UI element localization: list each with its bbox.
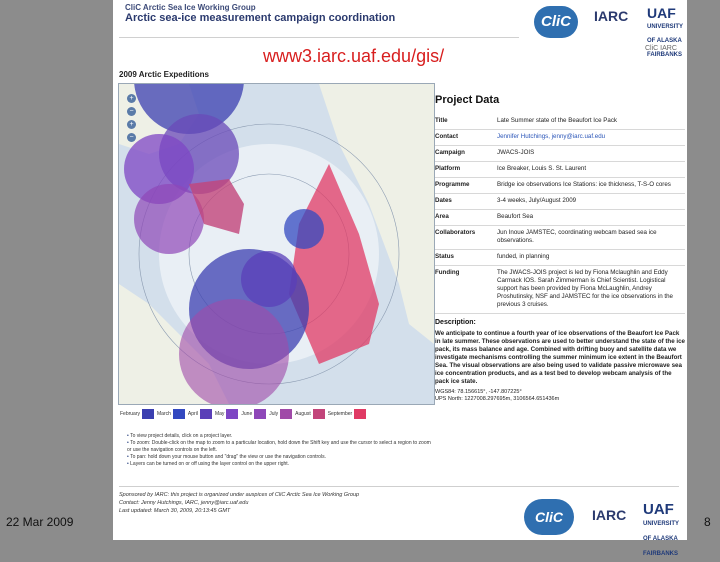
legend-item (188, 407, 212, 421)
legend-item (215, 407, 238, 421)
header-divider (119, 37, 519, 38)
zoom-in-button[interactable]: + (127, 120, 136, 129)
expedition-layer[interactable] (241, 251, 297, 307)
footer-contact[interactable]: Contact: Jenny Hutchings, IARC, jenny@iarc.uaf.edu (119, 500, 249, 506)
project-row (435, 226, 685, 250)
legend-item (269, 407, 292, 421)
site-url[interactable]: www3.iarc.uaf.edu/gis/ (263, 46, 445, 66)
footer-divider (119, 486, 679, 487)
description-heading: Description: (435, 319, 476, 326)
project-row (435, 114, 685, 130)
row-value: Beaufort Sea (497, 213, 534, 220)
clic-logo[interactable]: CliC (534, 6, 578, 38)
legend-item (295, 407, 325, 421)
web-page (113, 0, 687, 557)
legend-label: April (187, 411, 198, 417)
legend-swatch (173, 409, 185, 419)
legend-label: September (327, 411, 353, 417)
row-value: JWACS-JOIS (497, 149, 535, 156)
legend-swatch (313, 409, 325, 419)
uaf-logo[interactable] (647, 6, 687, 62)
uaf-logo-text: UAF (643, 501, 674, 518)
map-canvas[interactable] (119, 84, 434, 404)
zoom-out-button[interactable]: − (127, 133, 136, 142)
arctic-map[interactable] (118, 83, 435, 405)
row-value: Late Summer state of the Beaufort Ice Pack (497, 117, 618, 124)
row-key: Platform (435, 165, 461, 172)
uaf-logo-text: UAF (647, 5, 676, 21)
legend-swatch (280, 409, 292, 419)
uaf-logo-subtitle: UNIVERSITY OF ALASKA FAIRBANKS (647, 24, 683, 58)
expedition-layer[interactable] (284, 209, 324, 249)
legend-swatch (226, 409, 238, 419)
project-data-panel (435, 94, 685, 403)
small-logos: CliC IARC (645, 45, 677, 52)
project-row (435, 250, 685, 266)
row-key: Funding (435, 269, 460, 276)
legend-label: May (214, 411, 225, 417)
legend-item (241, 407, 266, 421)
row-value: Ice Breaker, Louis S. St. Laurent (497, 165, 587, 172)
clic-logo-bottom[interactable]: CliC (524, 499, 574, 535)
row-value: The JWACS-JOIS project is led by Fiona Mclaughlin and Eddy Carmack IOS. Sarah Zimmerman is Chief Scientist. Logistical support has been provided by Fiona McLaughlin, Andrey Proshutinsky, NSF and JAMSTEC for the ice observations in the previous 3 cruises. (497, 269, 673, 308)
legend-label: March (157, 411, 171, 417)
project-row (435, 146, 685, 162)
instruction-item: • To pan: hold down your mouse button and "drag" the view or use the navigation controls. (127, 454, 432, 461)
instruction-item: • To zoom: Double-click on the map to zoom to a particular location, hold down the Shift key and use the cursor to select a region to zoom or use the navigation controls on the left. (127, 440, 432, 454)
row-key: Collaborators (435, 229, 476, 236)
page-title: Arctic sea-ice measurement campaign coordination (125, 12, 396, 24)
slide-date: 22 Mar 2009 (6, 515, 74, 529)
contact-link[interactable]: Jennifer Hutchings, jenny@iarc.uaf.edu (497, 133, 606, 140)
footer-updated: Last updated: March 30, 2009, 20:13:45 GMT (119, 508, 231, 514)
row-value: 3-4 weeks, July/August 2009 (497, 197, 577, 204)
coordinates (435, 389, 685, 403)
project-row (435, 162, 685, 178)
legend-swatch (142, 409, 154, 419)
expedition-layer[interactable] (179, 299, 289, 404)
coord-wgs84: WGS84: 78.156615°, -147.807225° (435, 389, 522, 395)
legend-item (328, 407, 366, 421)
row-key: Status (435, 253, 454, 260)
row-value: Jun Inoue JAMSTEC, coordinating webcam based sea ice observations. (497, 229, 657, 244)
project-row (435, 130, 685, 146)
instruction-item: • Layers can be turned on or off using the layer control on the upper right. (127, 461, 432, 468)
project-row (435, 194, 685, 210)
legend-label: June (241, 411, 253, 417)
legend-label: July (269, 411, 279, 417)
row-key: Area (435, 213, 449, 220)
footer-sponsor: Sponsored by IARC: this project is organized under auspices of CliC Arctic Sea Ice Working Group (119, 492, 360, 498)
pan-down-button[interactable]: − (127, 107, 136, 116)
project-data-heading: Project Data (435, 94, 500, 106)
pan-up-button[interactable]: + (127, 94, 136, 103)
row-key: Contact (435, 133, 459, 140)
row-key: Title (435, 117, 448, 124)
row-key: Programme (435, 181, 470, 188)
month-legend (120, 407, 430, 421)
row-key: Dates (435, 197, 452, 204)
description-text: We anticipate to continue a fourth year of ice observations of the Beaufort Ice Pack in late summer. These observations are used to better understand the state of the ice pack, its mass balance and age. Combined with drifting buoy and satellite data we investigate mechanisms controlling the summer minimum ice extent in the Beaufort Sea. The visual observations are also being used to validate passive microwave sea ice concentration products, and as a test bed to develop webcam analysis of the pack ice state. (435, 330, 685, 385)
map-navigation[interactable] (127, 94, 137, 146)
row-value: Bridge ice observations Ice Stations: ice thickness, T-S-O cores (497, 181, 671, 188)
project-row (435, 178, 685, 194)
iarc-logo[interactable]: IARC (594, 8, 629, 24)
instruction-item: • To view project details, click on a project layer. (127, 433, 432, 440)
map-instructions (127, 433, 432, 468)
coord-ups: UPS North: 1227008.297695m, 3106564.651436m (435, 396, 560, 402)
legend-swatch (354, 409, 366, 419)
legend-label: August (295, 411, 311, 417)
iarc-logo-bottom[interactable]: IARC (592, 507, 627, 523)
uaf-logo-bottom[interactable] (643, 502, 687, 562)
project-row (435, 266, 685, 314)
row-key: Campaign (435, 149, 465, 156)
project-row (435, 210, 685, 226)
legend-item (157, 407, 185, 421)
legend-label: February (120, 411, 141, 417)
working-group-title: CliC Arctic Sea Ice Working Group (125, 3, 256, 12)
page-footer (119, 491, 459, 515)
uaf-logo-subtitle: UNIVERSITY OF ALASKA FAIRBANKS (643, 521, 679, 557)
slide-page-number: 8 (704, 515, 711, 529)
row-value: funded, in planning (497, 253, 550, 260)
legend-swatch (254, 409, 266, 419)
expeditions-title: 2009 Arctic Expeditions (119, 70, 209, 79)
legend-swatch (200, 409, 212, 419)
legend-item (120, 407, 154, 421)
